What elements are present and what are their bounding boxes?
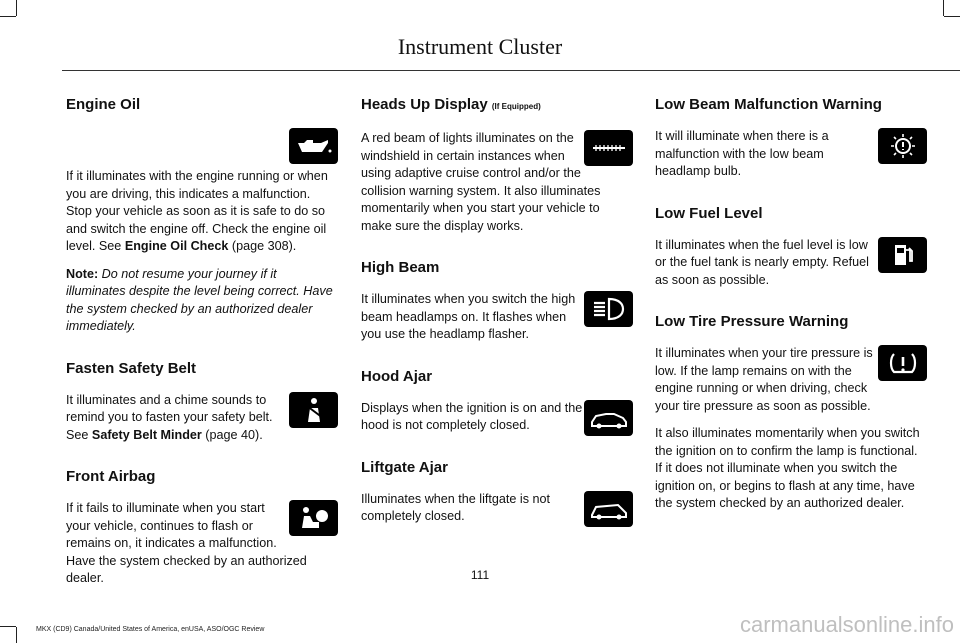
seat-belt-text: It illuminates and a chime sounds to remind you to fasten your safety belt. See Safety Belt Minder (page 40). bbox=[66, 392, 273, 442]
crop-mark bbox=[16, 0, 17, 16]
tire-pressure-icon bbox=[878, 345, 927, 381]
engine-oil-note: Note: Do not resume your journey if it illuminates despite the level being correct. Have the system checked by an authorized dealer immediately. bbox=[66, 266, 333, 333]
seatbelt-icon bbox=[289, 392, 338, 428]
crop-mark bbox=[944, 16, 960, 17]
section-hood bbox=[361, 368, 633, 435]
tire-pressure-text: It illuminates when your tire pressure is low. If the lamp remains on with the engine running or when driving, check your tire pressure as soon as possible. bbox=[655, 346, 873, 413]
section-heading: Low Fuel Level bbox=[655, 204, 763, 222]
hood-text: Displays when the ignition is on and the hood is not completely closed. bbox=[361, 400, 583, 432]
bulb-warning-icon bbox=[878, 128, 927, 164]
liftgate-ajar-icon bbox=[584, 491, 633, 527]
hood-ajar-icon bbox=[584, 400, 633, 436]
engine-oil-text: If it illuminates with the engine running or when you are driving, this indicates a malfunction. Stop your vehicle as soon as it is safe to do so and switch the engine off. Check the engine oil level. See Engine Oil Check (page 308). bbox=[66, 169, 328, 253]
section-heading: Heads Up Display (If Equipped) bbox=[361, 96, 541, 113]
hud-text: A red beam of lights illuminates on the windshield in certain instances when using adaptive cruise control and/or the collision warning system. It also illuminates momentarily when you start your vehicle to make sure the display works. bbox=[361, 131, 601, 233]
low-fuel-text: It illuminates when the fuel level is low or the fuel tank is nearly empty. Refuel as soon as possible. bbox=[655, 237, 869, 287]
section-low-beam bbox=[655, 96, 927, 181]
section-heading: Low Tire Pressure Warning bbox=[655, 313, 849, 330]
section-heading: Engine Oil bbox=[66, 96, 141, 113]
column-right bbox=[655, 96, 927, 523]
section-hud bbox=[361, 96, 633, 235]
liftgate-text: Illuminates when the liftgate is not completely closed. bbox=[361, 491, 551, 523]
fuel-pump-icon bbox=[878, 237, 927, 273]
section-heading: Liftgate Ajar bbox=[361, 458, 448, 476]
heads-up-display-icon bbox=[584, 130, 633, 166]
header-divider bbox=[62, 70, 960, 71]
footer-text: MKX (CD9) Canada/United States of America, enUSA, ASO/OGC Review bbox=[36, 626, 265, 633]
column-left bbox=[66, 96, 338, 598]
section-heading: Hood Ajar bbox=[361, 367, 433, 385]
section-seat-belt bbox=[66, 360, 338, 445]
tire-pressure-text-2: It also illuminates momentarily when you switch the ignition on to confirm the lamp is functional. If it does not illuminate when you switch the ignition on, or begins to flash at any time, have the system checked by an authorized dealer. bbox=[655, 426, 920, 510]
crop-mark bbox=[943, 0, 944, 16]
page-title: Instrument Cluster bbox=[397, 34, 563, 59]
section-heading: High Beam bbox=[361, 259, 440, 276]
airbag-text: If it fails to illuminate when you start your vehicle, continues to flash or remains on, it indicates a malfunction. Have the system checked by an authorized dealer. bbox=[66, 501, 307, 585]
crop-mark bbox=[0, 626, 16, 627]
section-heading: Low Beam Malfunction Warning bbox=[655, 96, 882, 113]
high-beam-icon bbox=[584, 291, 633, 327]
crop-mark bbox=[0, 16, 16, 17]
low-beam-text: It will illuminate when there is a malfunction with the low beam headlamp bulb. bbox=[655, 129, 829, 178]
watermark: carmanualsonline.info bbox=[739, 612, 954, 637]
section-engine-oil bbox=[66, 96, 338, 336]
section-liftgate bbox=[361, 459, 633, 526]
page-number: 111 bbox=[470, 568, 490, 582]
section-heading: Fasten Safety Belt bbox=[66, 359, 197, 377]
section-tire-pressure bbox=[655, 313, 927, 513]
airbag-icon bbox=[289, 500, 338, 536]
column-middle bbox=[361, 96, 633, 536]
oil-can-icon bbox=[289, 128, 338, 164]
section-low-fuel bbox=[655, 205, 927, 290]
section-heading: Front Airbag bbox=[66, 468, 156, 485]
high-beam-text: It illuminates when you switch the high beam headlamps on. It flashes when you use the headlamp flasher. bbox=[361, 292, 576, 341]
crop-mark bbox=[16, 627, 17, 643]
section-high-beam bbox=[361, 259, 633, 344]
